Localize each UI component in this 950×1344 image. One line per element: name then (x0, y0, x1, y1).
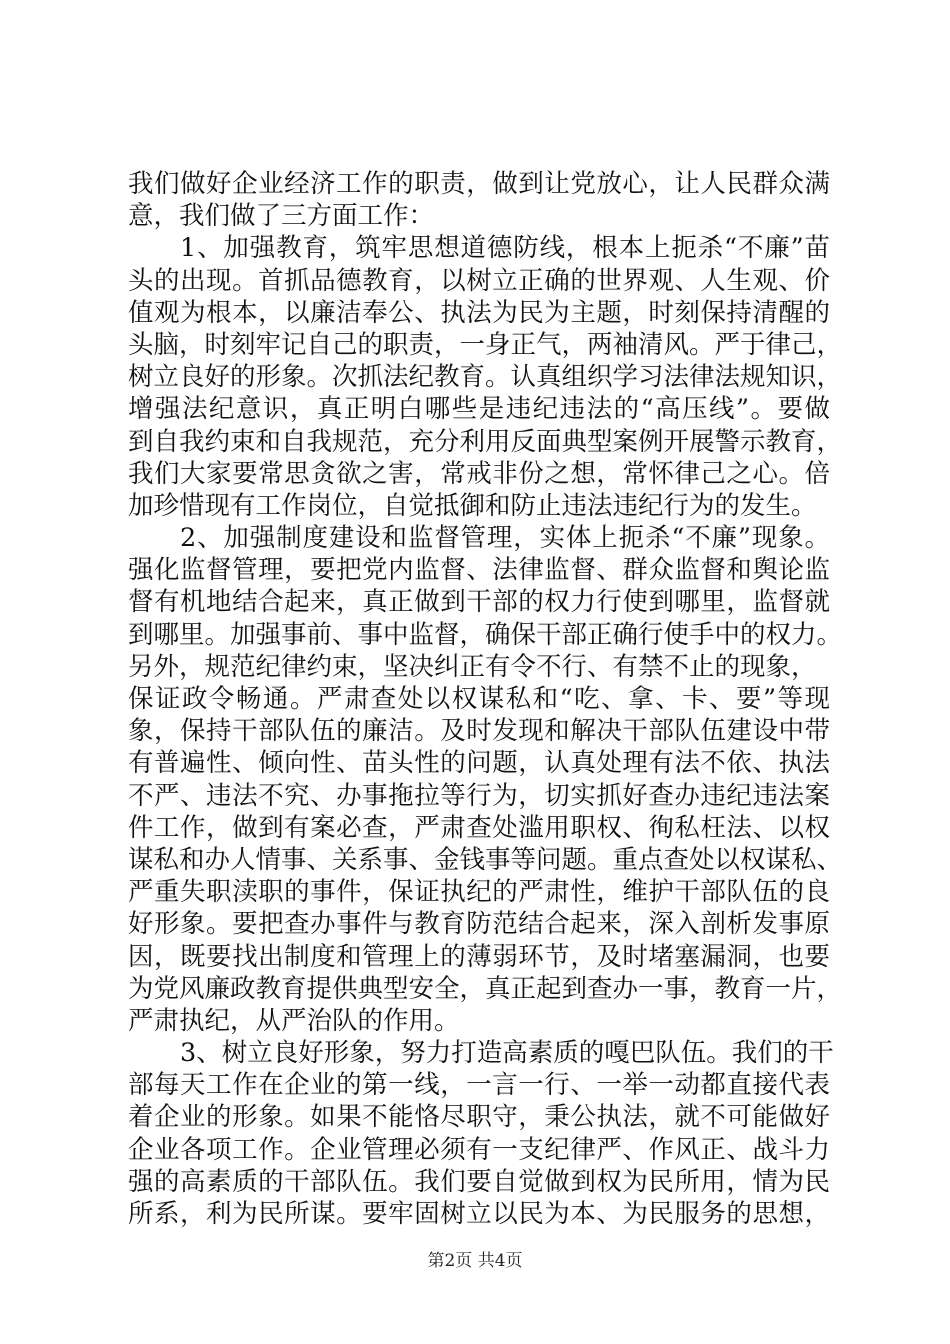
page-number-footer: 第2页 共4页 (427, 1251, 523, 1271)
text-line: 企业各项工作。企业管理必须有一支纪律严、作风正、战斗力 (128, 1134, 830, 1165)
text-line: 着企业的形象。如果不能恪尽职守，秉公执法，就不可能做好 (128, 1102, 830, 1133)
text-line: 所系，利为民所谋。要牢固树立以民为本、为民服务的思想， (128, 1199, 830, 1229)
text-line: 我们做好企业经济工作的职责，做到让党放心，让人民群众满 (128, 169, 830, 199)
text-line: 头脑，时刻牢记自己的职责，一身正气，两袖清风。严于律己， (128, 329, 843, 360)
text-line: 值观为根本，以廉洁奉公、执法为民为主题，时刻保持清醒的 (128, 297, 830, 328)
paragraph-3-first-line: 3、树立良好形象，努力打造高素质的嘎巴队伍。我们的干 (180, 1038, 834, 1069)
text-line: 好形象。要把查办事件与教育防范结合起来，深入剖析发事原 (128, 909, 830, 940)
text-line: 部每天工作在企业的第一线，一言一行、一举一动都直接代表 (128, 1070, 830, 1101)
text-line: 不严、违法不究、办事拖拉等行为，切实抓好查办违纪违法案 (128, 780, 830, 811)
text-line: 到自我约束和自我规范，充分利用反面典型案例开展警示教育， (128, 426, 843, 457)
text-line: 意，我们做了三方面工作： (128, 201, 435, 232)
text-line: 督有机地结合起来，真正做到干部的权力行使到哪里，监督就 (128, 587, 830, 618)
text-line: 谋私和办人情事、关系事、金钱事等问题。重点查处以权谋私、 (128, 844, 843, 875)
text-line: 为党风廉政教育提供典型安全，真正起到查办一事，教育一片， (128, 973, 843, 1004)
text-line: 头的出现。首抓品德教育，以树立正确的世界观、人生观、价 (128, 265, 830, 296)
text-line: 件工作，做到有案必查，严肃查处滥用职权、徇私枉法、以权 (128, 812, 830, 843)
text-line: 增强法纪意识，真正明白哪些是违纪违法的“高压线”。要做 (128, 394, 830, 425)
text-line: 到哪里。加强事前、事中监督，确保干部正确行使手中的权力。 (128, 619, 843, 650)
text-line: 强化监督管理，要把党内监督、法律监督、群众监督和舆论监 (128, 555, 830, 586)
text-line: 有普遍性、倾向性、苗头性的问题，认真处理有法不依、执法 (128, 748, 830, 779)
paragraph-2-first-line: 2、加强制度建设和监督管理，实体上扼杀“不廉”现象。 (180, 523, 830, 554)
paragraph-1-first-line: 1、加强教育，筑牢思想道德防线，根本上扼杀“不廉”苗 (180, 233, 830, 264)
text-line: 因，既要找出制度和管理上的薄弱环节，及时堵塞漏洞，也要 (128, 941, 830, 972)
text-line: 严肃执纪，从严治队的作用。 (128, 1005, 460, 1036)
text-line: 保证政令畅通。严肃查处以权谋私和“吃、拿、卡、要”等现 (128, 684, 830, 714)
text-line: 严重失职渎职的事件，保证执纪的严肃性，维护干部队伍的良 (128, 877, 830, 908)
text-line: 强的高素质的干部队伍。我们要自觉做到权为民所用，情为民 (128, 1166, 830, 1197)
text-line: 另外，规范纪律约束，坚决纠正有令不行、有禁不止的现象， (128, 651, 817, 682)
text-line: 我们大家要常思贪欲之害，常戒非份之想，常怀律己之心。倍 (128, 458, 830, 489)
text-line: 加珍惜现有工作岗位，自觉抵御和防止违法违纪行为的发生。 (128, 490, 817, 521)
document-body (128, 168, 843, 1230)
text-line: 树立良好的形象。次抓法纪教育。认真组织学习法律法规知识， (128, 362, 843, 393)
text-line: 象，保持干部队伍的廉洁。及时发现和解决干部队伍建设中带 (128, 716, 830, 747)
